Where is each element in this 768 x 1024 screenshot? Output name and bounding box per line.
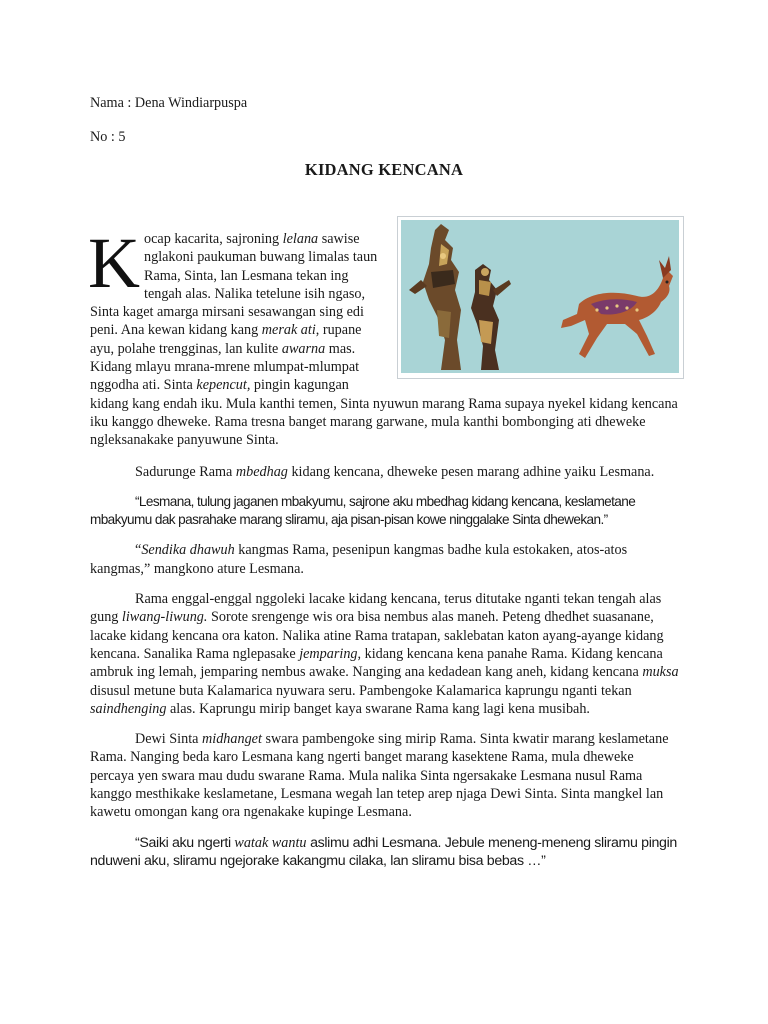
wayang-kidang-illustration bbox=[397, 216, 684, 379]
paragraph-3-quote: “Lesmana, tulung jaganen mbakyumu, sajrone aku mbedhag kidang kencana, keslametane mbakyumu dak pasrahake marang sliramu, aja pisan-pisan kowe ninggalake Sinta dhewekan.” bbox=[90, 493, 636, 528]
author-name-line: Nama : Dena Windiarpuspa bbox=[90, 95, 248, 111]
student-number-line: No : 5 bbox=[90, 129, 126, 145]
paragraph-6: Dewi Sinta midhanget swara pambengoke sing mirip Rama. Sinta kwatir marang keslametane Rama. Nanging beda karo Lesmana kang ngerti banget marang kasektene Rama, mula dheweke percaya yen swara mau dudu swarane Rama. Mula nalika Sinta ngersakake Lesmana nusul Rama kanggo mesthikake keslametane, Lesmana wegah lan tetep arep njaga Dewi Sinta. Sinta mangkel lan kawetu omongan kang ora ngenakake kupinge Lesmana. bbox=[90, 731, 669, 821]
paragraph-7-quote: “Saiki aku ngerti watak wantu aslimu adhi Lesmana. Jebule meneng-meneng sliramu pingin nduweni aku, sliramu ngejorake kakangmu cilaka, lan sliramu bisa bebas …” bbox=[90, 834, 677, 869]
story-body bbox=[88, 223, 680, 870]
paragraph-4: “Sendika dhawuh kangmas Rama, pesenipun kangmas badhe kula estokaken, atos-atos kangmas,” mangkono ature Lesmana. bbox=[90, 542, 628, 577]
drop-cap: K bbox=[88, 223, 140, 303]
paragraph-1: Kocap kacarita, sajroning lelana sawise nglakoni paukuman buwang limalas taun Rama, Sinta, lan Lesmana tekan ing tengah alas. Nalika tetelune isih ngaso, Sinta kaget amarga mirsani sesawangan sing edi peni. Ana kewan kidang kang merak ati, rupane ayu, polahe trengginas, lan kulite awarna mas. Kidang mlayu mrana-mrene mlumpat-mlumpat nggodha ati. Sinta kepencut, pingin kagungan kidang kang endah iku. Mula kanthi temen, Sinta nyuwun marang Rama supaya nyekel kidang kencana iku kanggo dheweke. Rama tresna banget marang garwane, mula kanthi bombonging ati dheweke ngleksanakake panyuwune Sinta. bbox=[88, 223, 678, 449]
paragraph-2: Sadurunge Rama mbedhag kidang kencana, dheweke pesen marang adhine yaiku Lesmana. bbox=[135, 463, 655, 480]
story-title: KIDANG KENCANA bbox=[304, 160, 464, 179]
illustration-svg bbox=[401, 220, 679, 373]
paragraph-5: Rama enggal-enggal nggoleki lacake kidang kencana, terus ditutake nganti tekan tengah alas gung liwang-liwung. Sorote srengenge wis ora bisa nembus alas maneh. Peteng dhedhet suasanane, lacake kidang kencana ora katon. Nalika atine Rama tratapan, saklebatan katon ayang-ayange kidang kencana. Sanalika Rama nglepasake jemparing, kidang kencana kena panahe Rama. Kidang kencana ambruk ing lemah, jemparing nembus awake. Nanging ana kedadean kang aneh, kidang kencana muksa disusul metune buta Kalamarica nyuwara seru. Pambengoke Kalamarica kaprungu nganti tekan saindhenging alas. Kaprungu mirip banget kaya swarane Rama kang lagi kena musibah. bbox=[90, 591, 679, 717]
